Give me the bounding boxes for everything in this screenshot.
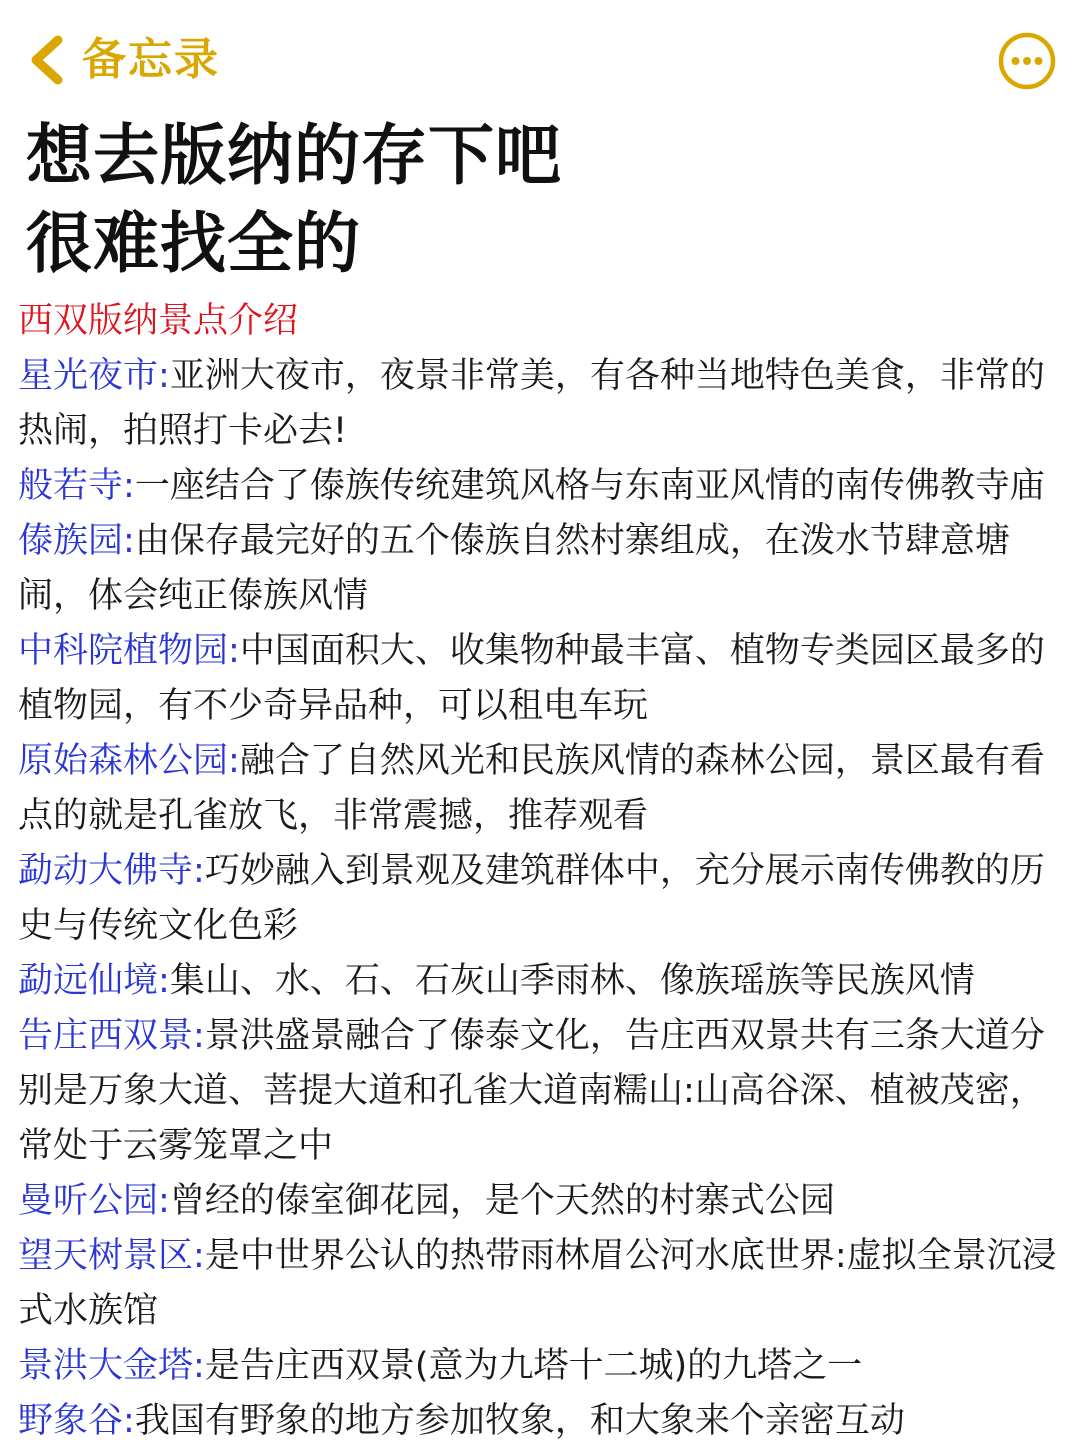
list-item xyxy=(18,349,1066,459)
back-button[interactable] xyxy=(18,28,220,92)
entry-name: 景洪大金塔 xyxy=(18,1346,194,1386)
entry-description: 集山、水、石、石灰山季雨林、像族瑶族等民族风情 xyxy=(169,961,975,1001)
entry-separator: : xyxy=(123,521,135,561)
title-line-2: 很难找全的 xyxy=(26,205,361,282)
entry-description: 中国面积大、收集物种最丰富、植物专类园区最多的植物园，有不少奇异品种，可以租电车玩 xyxy=(18,631,1045,726)
entry-description: 亚洲大夜市，夜景非常美，有各种当地特色美食，非常的热闹，拍照打卡必去! xyxy=(18,356,1045,451)
list-item xyxy=(18,844,1066,954)
entry-separator: : xyxy=(158,961,170,1001)
entry-separator: : xyxy=(193,1016,205,1056)
back-label: 备忘录 xyxy=(82,34,220,85)
entry-separator: : xyxy=(158,1181,170,1221)
note-body[interactable] xyxy=(18,294,1066,1449)
list-item xyxy=(18,954,1066,1009)
entry-description: 我国有野象的地方参加牧象，和大象来个亲密互动 xyxy=(134,1401,905,1441)
entry-name: 原始森林公园 xyxy=(18,741,229,781)
list-item xyxy=(18,514,1066,624)
entry-name: 般若寺 xyxy=(18,466,124,506)
entry-description: 由保存最完好的五个傣族自然村寨组成，在泼水节肆意塘闹，体会纯正傣族风情 xyxy=(18,521,1010,616)
entry-name: 野象谷 xyxy=(18,1401,124,1441)
list-item xyxy=(18,1229,1066,1339)
entry-separator: : xyxy=(123,466,135,506)
entry-separator: : xyxy=(193,851,205,891)
entry-name: 中科院植物园 xyxy=(18,631,229,671)
list-item xyxy=(18,1174,1066,1229)
entry-description: 景洪盛景融合了傣泰文化，告庄西双景共有三条大道分别是万象大道、菩提大道和孔雀大道南糯山:山高谷深、植被茂密，常处于云雾笼罩之中 xyxy=(18,1016,1045,1166)
entry-name: 勐动大佛寺 xyxy=(18,851,194,891)
more-dots-icon[interactable] xyxy=(996,30,1058,92)
note-title xyxy=(26,112,1056,288)
list-item xyxy=(18,459,1066,514)
navigation-bar xyxy=(0,0,1080,110)
entry-description: 巧妙融入到景观及建筑群体中，充分展示南传佛教的历史与传统文化色彩 xyxy=(18,851,1045,946)
entry-list xyxy=(18,349,1066,1449)
entry-description: 曾经的傣室御花园，是个天然的村寨式公园 xyxy=(169,1181,835,1221)
entry-name: 星光夜市 xyxy=(18,356,159,396)
entry-separator: : xyxy=(228,741,240,781)
list-item xyxy=(18,1394,1066,1449)
entry-description: 一座结合了傣族传统建筑风格与东南亚风情的南传佛教寺庙 xyxy=(134,466,1045,506)
entry-description: 是告庄西双景(意为九塔十二城)的九塔之一 xyxy=(204,1346,863,1386)
chevron-left-icon xyxy=(18,28,78,92)
entry-separator: : xyxy=(228,631,240,671)
entry-name: 傣族园 xyxy=(18,521,124,561)
entry-name: 望天树景区 xyxy=(18,1236,194,1276)
list-item xyxy=(18,1339,1066,1394)
list-item xyxy=(18,1009,1066,1174)
entry-name: 告庄西双景 xyxy=(18,1016,194,1056)
entry-separator: : xyxy=(193,1236,205,1276)
entry-description: 融合了自然风光和民族风情的森林公园，景区最有看点的就是孔雀放飞，非常震撼，推荐观看 xyxy=(18,741,1045,836)
list-item xyxy=(18,624,1066,734)
title-line-1: 想去版纳的存下吧 xyxy=(26,117,562,194)
list-item xyxy=(18,734,1066,844)
entry-name: 曼听公园 xyxy=(18,1181,159,1221)
entry-name: 勐远仙境 xyxy=(18,961,159,1001)
section-heading: 西双版纳景点介绍 xyxy=(18,301,299,341)
entry-description: 是中世界公认的热带雨林眉公河水底世界:虚拟全景沉浸式水族馆 xyxy=(18,1236,1057,1331)
entry-separator: : xyxy=(193,1346,205,1386)
entry-separator: : xyxy=(158,356,170,396)
entry-separator: : xyxy=(123,1401,135,1441)
